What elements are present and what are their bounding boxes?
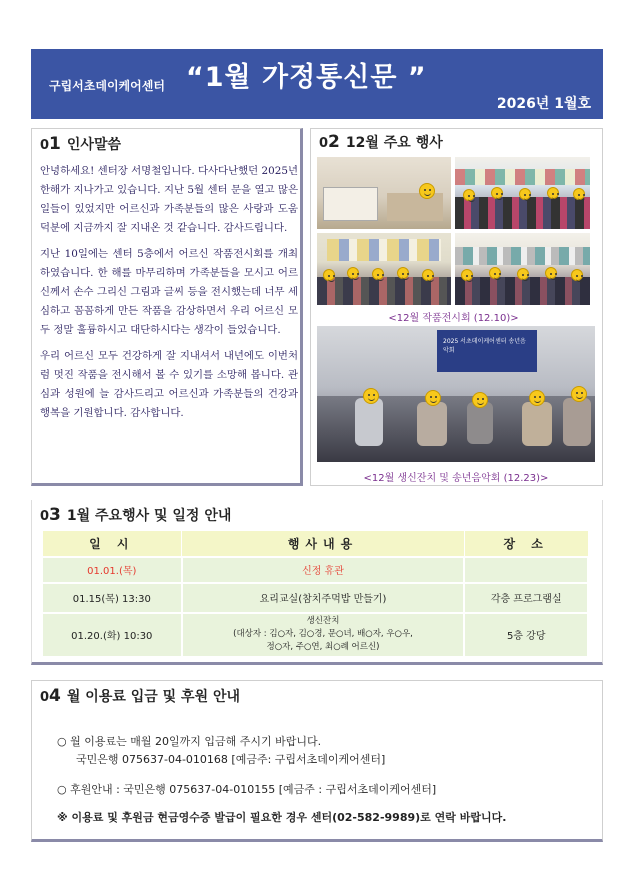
- section2-title: 12월 주요 행사: [345, 135, 443, 151]
- greeting-text: [40, 162, 298, 430]
- concert-banner: 2025 서초데이케어센터 송년음악회: [437, 330, 537, 372]
- schedule-table: [41, 530, 589, 658]
- exhibition-caption: <12월 작품전시회 (12.10)>: [388, 313, 519, 324]
- schedule-date: 01.15(목) 13:30: [42, 583, 182, 613]
- concert-caption: <12월 생신잔치 및 송년음악회 (12.23)>: [363, 473, 549, 484]
- fee-account: 국민은행 075637-04-010168 [예금주: 구립서초데이케어센터]: [76, 753, 386, 766]
- table-header-row: [42, 531, 588, 557]
- section4-title: 월 이용료 입금 및 후원 안내: [66, 689, 241, 705]
- schedule-content: 생신잔치 (대상자 : 김○자, 김○경, 문○녀, 배○자, 우○우, 정○자, 주○연, 최○례 어르신): [182, 613, 465, 657]
- concert-photo: [317, 326, 595, 462]
- schedule-place: 5층 강당: [464, 613, 588, 657]
- section2-heading: 02 12월 주요 행사: [319, 132, 443, 152]
- section3-title: 1월 주요행사 및 일정 안내: [66, 508, 232, 524]
- section1-heading: 01 인사말씀: [40, 134, 121, 154]
- schedule-place: [464, 557, 588, 583]
- column-header: 일 시: [42, 531, 182, 557]
- schedule-place: 각층 프로그램실: [464, 583, 588, 613]
- table-row: [42, 583, 588, 613]
- exhibition-photo-1: [317, 157, 451, 229]
- issue-date: 2026년 1월호: [496, 96, 591, 112]
- schedule-content: 신정 휴관: [182, 557, 465, 583]
- column-header: 행사내용: [182, 531, 465, 557]
- donation-notice: ○ 후원안내 : 국민은행 075637-04-010155 [예금주 : 구립서초데이케어센터]: [57, 783, 437, 796]
- schedule-date: 01.20.(화) 10:30: [42, 613, 182, 657]
- greeting-paragraph: 안녕하세요! 센터장 서명철입니다. 다사다난했던 2025년 한해가 지나가고 있습니다. 지난 5월 센터 문을 열고 많은 일들이 있었지만 어르신과 가족분들의 많은 사랑과 도움 덕분에 지금까지 잘 지내온 것 같습니다. 감사드립니다.: [40, 165, 298, 234]
- section4-heading: 04 월 이용료 입금 및 후원 안내: [40, 686, 241, 706]
- schedule-date: 01.01.(목): [42, 557, 182, 583]
- table-row: [42, 557, 588, 583]
- exhibition-photo-2: [455, 157, 590, 229]
- exhibition-photo-3: [317, 233, 451, 305]
- greeting-paragraph: 지난 10일에는 센터 5층에서 어르신 작품전시회를 개최하였습니다. 한 해를 마무리하며 가족분들을 모시고 어르신께서 손수 그리신 그림과 글씨 등을 전시했는데 너무 세심하고 꼼꼼하게 만든 작품을 감상하면서 우리 어르신 모두 정말 훌륭하시고 대단하시다는 생각이 들었습니다.: [40, 248, 298, 336]
- section1-title: 인사말씀: [66, 137, 121, 153]
- fee-notice: ○ 월 이용료는 매월 20일까지 입금해 주시기 바랍니다.: [57, 735, 322, 748]
- org-name: 구립서초데이케어센터: [49, 79, 165, 93]
- newsletter-title: “1월 가정통신문 ”: [186, 62, 427, 93]
- column-header: 장 소: [464, 531, 588, 557]
- table-row: [42, 613, 588, 657]
- newsletter-header: [31, 49, 603, 119]
- section3-heading: 03 1월 주요행사 및 일정 안내: [40, 505, 232, 525]
- receipt-notice: ※ 이용료 및 후원금 현금영수증 발급이 필요한 경우 센터(02-582-9989)로 연락 바랍니다.: [57, 811, 507, 824]
- greeting-paragraph: 우리 어르신 모두 건강하게 잘 지내셔서 내년에도 이번처럼 멋진 작품을 전시해서 볼 수 있기를 소망해 봅니다. 관심과 성원에 늘 감사드리고 어르신과 가족분들의 건강과 행복을 기원합니다. 감사합니다.: [40, 350, 298, 419]
- schedule-content: 요리교실(참치주먹밥 만들기): [182, 583, 465, 613]
- exhibition-photo-4: [455, 233, 590, 305]
